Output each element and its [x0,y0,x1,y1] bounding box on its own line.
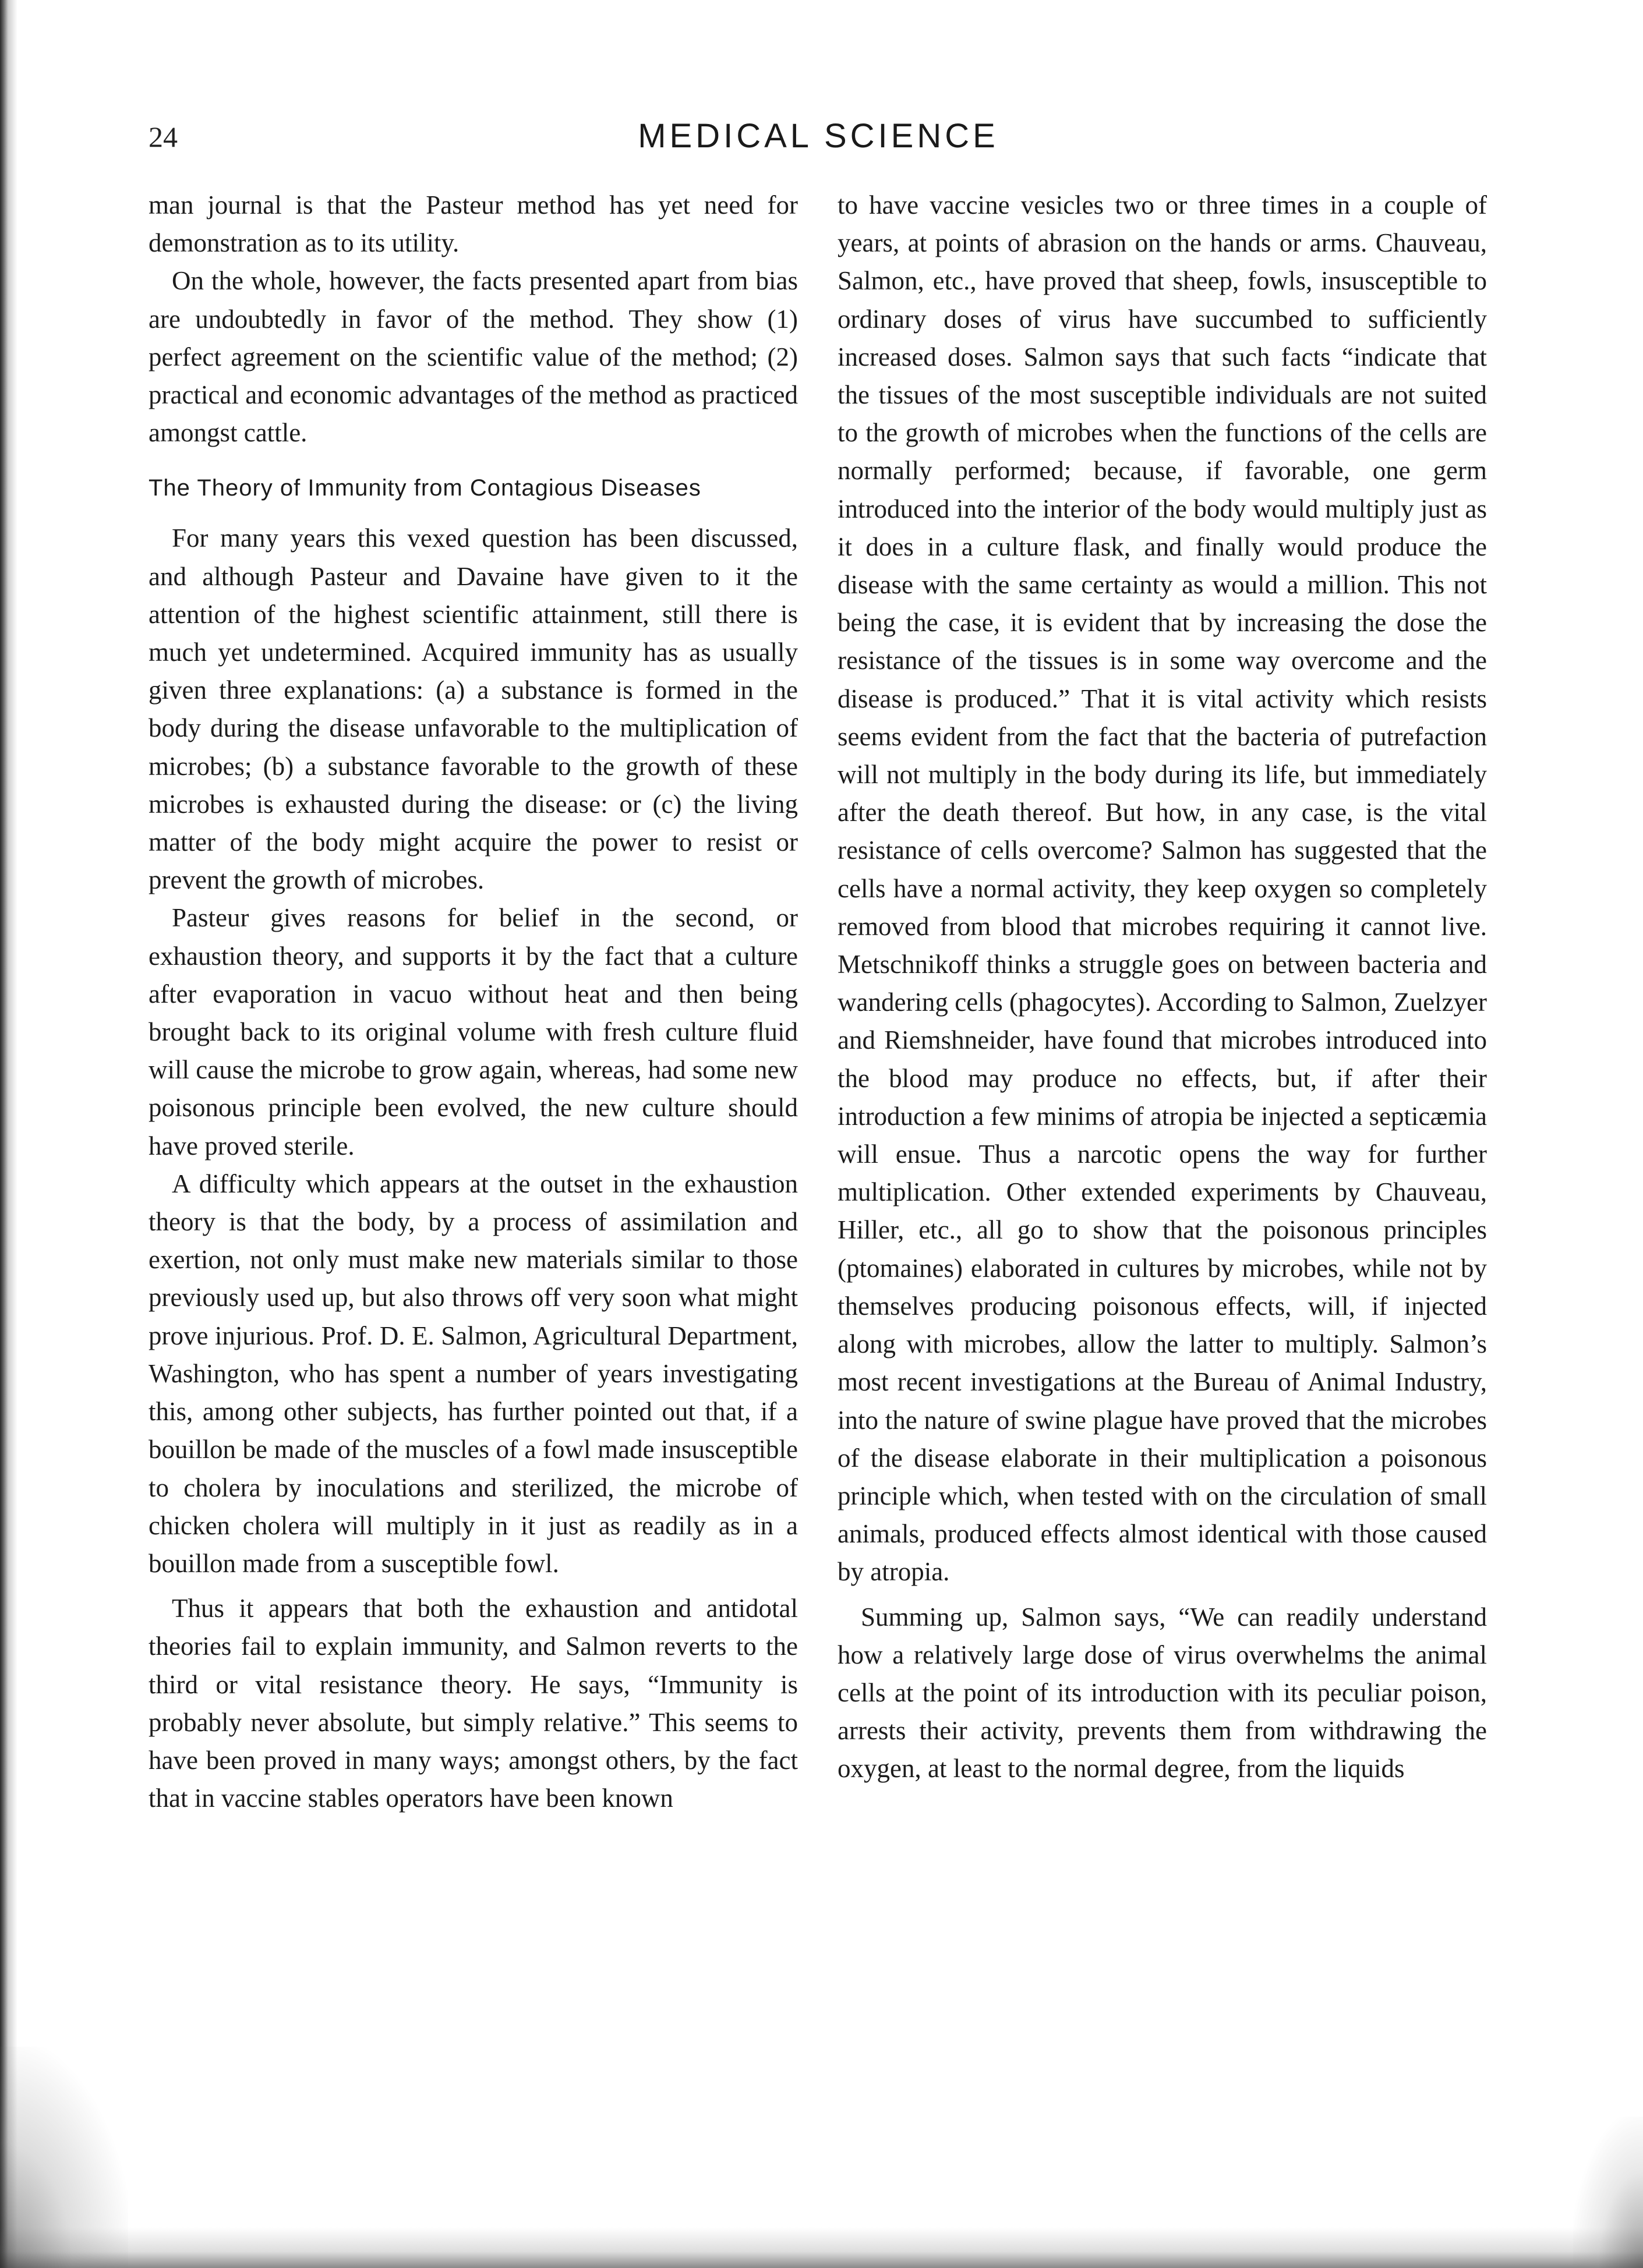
paragraph: Summing up, Salmon says, “We can readily understand how a relatively large dose of virus overwhelms the animal cells at the point of its introduction with its peculiar poison, arrests their activity, prevents them from withdrawing the oxygen, at least to the normal degree, from the liquids [838,1602,1487,1784]
left-column [149,186,798,1817]
section-heading: The Theory of Immunity from Contagious Diseases [149,475,701,501]
paragraph: Pasteur gives reasons for belief in the second, or exhaustion theory, and supports it by the fact that a culture after evaporation in vacuo without heat and then being brought back to its original volume with fresh culture fluid will cause the microbe to grow again, whereas, had some new poisonous principle been evolved, the new culture should have proved sterile. [149,903,798,1160]
paragraph: For many years this vexed question has been discussed, and although Pasteur and Davaine have given to it the attention of the highest scientific attainment, still there is much yet undetermined. Acquired immunity has as usually given three explanations: (a) a substance is formed in the body during the disease unfavorable to the multiplication of microbes; (b) a substance favorable to the growth of these microbes is exhausted during the disease: or (c) the living matter of the body might acquire the power to resist or prevent the growth of microbes. [149,523,798,895]
paragraph: man journal is that the Pasteur method has yet need for demonstration as to its utility. [149,190,798,258]
page-header [149,116,1488,163]
scan-corner-stain-right [1573,2117,1643,2268]
paragraph: Thus it appears that both the exhaustion and antidotal theories fail to explain immunity, and Salmon reverts to the third or vital resistance theory. He says, “Immunity is probably never absolute, but simply relative.” This seems to have been proved in many ways; amongst others, by the fact that in vaccine stables operators have been known [149,1594,798,1813]
paragraph: On the whole, however, the facts presented apart from bias are undoubtedly in favor of the method. They show (1) perfect agreement on the scientific value of the method; (2) practical and economic advantages of the method as practiced amongst cattle. [149,266,798,448]
scan-corner-stain-left [0,2047,128,2268]
scan-edge-shadow-bottom [0,2227,1643,2268]
paragraph: A difficulty which appears at the outset in the exhaustion theory is that the body, by a process of assimilation and exertion, not only must make new materials similar to those previously used up, but also throws off very soon what might prove injurious. Prof. D. E. Salmon, Agricultural Department, Washington, who has spent a number of years investigating this, among other subjects, has further pointed out that, if a bouillon be made of the muscles of a fowl made insusceptible to cholera by inoculations and sterilized, the microbe of chicken cholera will multiply in it just as readily as in a bouillon made from a susceptible fowl. [149,1169,798,1578]
scan-edge-shadow-left [0,0,17,2268]
page-number: 24 [149,121,178,153]
running-title: MEDICAL SCIENCE [638,117,999,155]
paragraph: to have vaccine vesicles two or three times in a couple of years, at points of abrasion on the hands or arms. Chauveau, Salmon, etc., have proved that sheep, fowls, insusceptible to ordinary doses of virus have succumbed to sufficiently increased doses. Salmon says that such facts “indicate that the tissues of the most susceptible individuals are not suited to the growth of microbes when the functions of the cells are normally performed; because, if favorable, one germ introduced into the interior of the body would multiply just as it does in a culture flask, and finally would produce the disease with the same certainty as would a million. This not being the case, it is evident that by increasing the dose the resistance of the tissues is in some way overcome and the disease is produced.” That it is vital activity which resists seems evident from the fact that the bacteria of putrefaction will not multiply in the body during its life, but immediately after the death thereof. But how, in any case, is the vital resistance of cells overcome? Salmon has suggested that the cells have a normal activity, they keep oxygen so completely removed from blood that microbes requiring it cannot live. Metschnikoff thinks a struggle goes on between bacteria and wandering cells (phagocytes). According to Salmon, Zuelzyer and Riemshneider, have found that microbes introduced into the blood may produce no effects, but, if after their introduction a few minims of atropia be injected a septicæmia will ensue. Thus a narcotic opens the way for further multiplication. Other extended experiments by Chauveau, Hiller, etc., all go to show that the poisonous principles (ptomaines) elaborated in cultures by microbes, while not by themselves producing poisonous effects, will, if injected along with microbes, allow the latter to multiply. Salmon’s most recent investigations at the Bureau of Animal Industry, into the nature of swine plague have proved that the microbes of the disease elaborate in their multiplication a poisonous principle which, when tested with on the circulation of small animals, produced effects almost identical with those caused by atropia. [838,190,1487,1587]
right-column [838,186,1487,1788]
